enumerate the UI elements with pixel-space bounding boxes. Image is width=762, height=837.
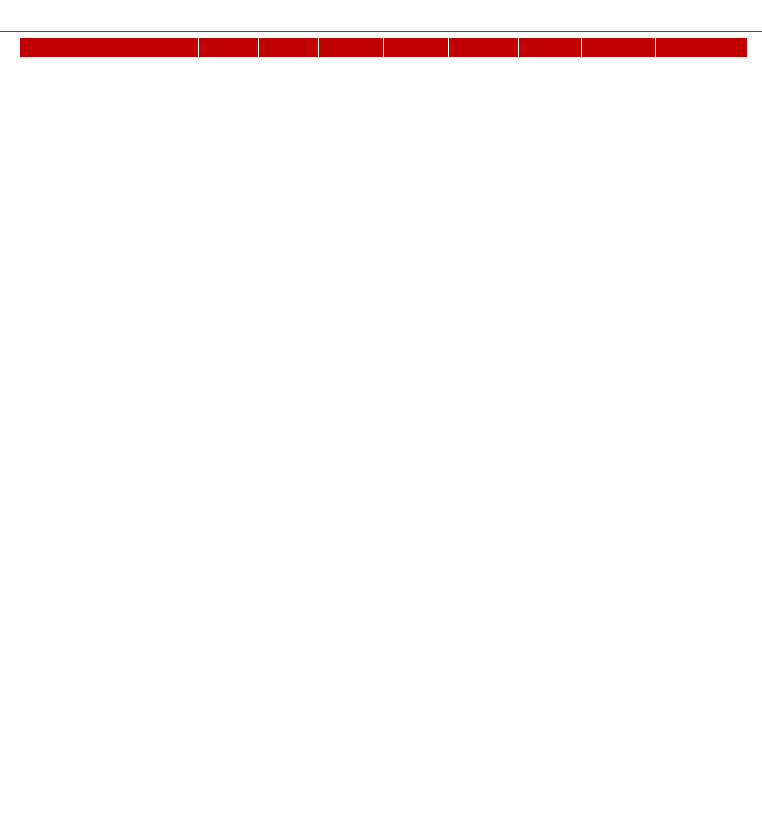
factor-performance-table bbox=[20, 38, 748, 57]
header-factor-name bbox=[20, 38, 198, 57]
header-direction bbox=[198, 38, 258, 57]
header-ytd bbox=[383, 38, 448, 57]
header-hist-annualized bbox=[518, 38, 581, 57]
header-row bbox=[20, 38, 747, 57]
header-10y-trend bbox=[655, 38, 747, 57]
header-1y-annualized bbox=[448, 38, 518, 57]
title-divider bbox=[0, 31, 762, 32]
header-last-week bbox=[258, 38, 318, 57]
header-1y-trend bbox=[581, 38, 655, 57]
header-last-month bbox=[318, 38, 383, 57]
